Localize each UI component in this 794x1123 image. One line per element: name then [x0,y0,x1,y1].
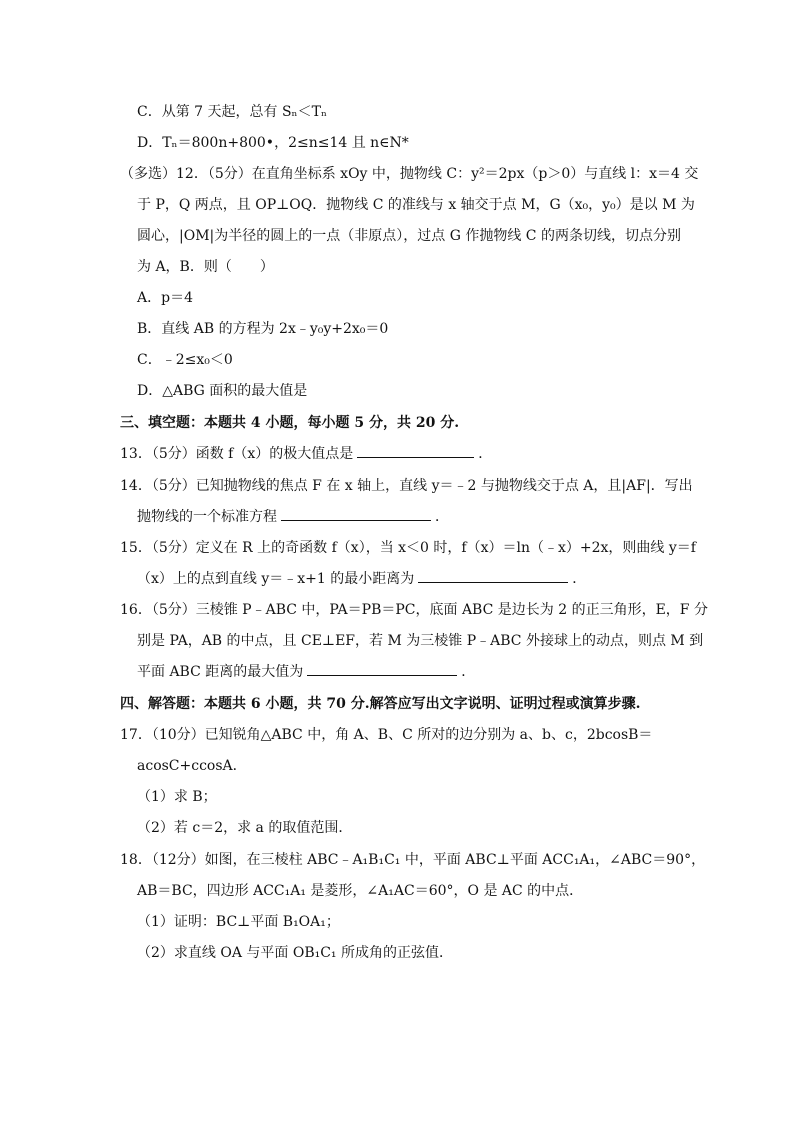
option-b-q12: B．直线 AB 的方程为 2x﹣y₀y+2x₀＝0 [137,321,389,337]
option-d-q12: D．△ABG 面积的最大值是 [137,383,308,399]
question-15-line-2 [137,568,586,590]
section-heading-solutions: 四、解答题：本题共 6 小题，共 70 分.解答应写出文字说明、证明过程或演算步骤. [120,696,641,712]
question-17-part-2: （2）若 c＝2，求 a 的取值范围． [137,820,353,836]
question-16-text: 平面 ABC 距离的最大值为 [137,664,304,680]
option-c-q12: C．﹣2≤x₀＜0 [137,352,233,368]
question-15-period: ． [572,571,587,587]
answer-blank [357,443,474,458]
question-12-line-1: （多选）12．（5分）在直角坐标系 xOy 中，抛物线 C：y²＝2px（p＞0）与直线 l：x＝4 交 [120,166,699,182]
question-18-line-1: 18．（12分）如图，在三棱柱 ABC﹣A₁B₁C₁ 中，平面 ABC⊥平面 ACC₁A₁，∠ABC＝90°， [120,852,706,868]
question-17-line-2: acosC+ccosA． [137,758,247,774]
option-d-q11: D．Tₙ＝800n+800•，2≤n≤14 且 n∈N* [137,135,409,151]
answer-blank [281,506,431,521]
question-12-line-2: 于 P，Q 两点，且 OP⊥OQ．抛物线 C 的准线与 x 轴交于点 M，G（x₀，y₀）是以 M 为 [137,197,695,213]
answer-blank [307,661,457,676]
question-13 [120,443,492,465]
question-14-period: ． [435,509,449,525]
answer-blank [418,568,568,583]
question-18-part-1: （1）证明：BC⊥平面 B₁OA₁； [137,914,340,930]
question-16-period: ． [461,664,476,680]
question-15-text: （x）上的点到直线 y＝﹣x+1 的最小距离为 [137,571,415,587]
question-17-part-1: （1）求 B； [137,789,217,805]
option-a-q12: A．p＝4 [137,290,193,306]
question-14-line-2 [137,506,449,528]
question-14-text: 抛物线的一个标准方程 [137,509,277,525]
question-16-line-1: 16．（5分）三棱锥 P﹣ABC 中，PA＝PB＝PC，底面 ABC 是边长为 2 的正三角形，E，F 分 [120,602,708,618]
question-16-line-2: 别是 PA，AB 的中点，且 CE⊥EF，若 M 为三棱锥 P﹣ABC 外接球上的动点，则点 M 到 [137,633,704,649]
question-12-line-4: 为 A，B．则（ ） [137,259,274,275]
question-15-line-1: 15．（5分）定义在 R 上的奇函数 f（x），当 x＜0 时，f（x）＝ln（﹣x）+2x，则曲线 y＝f [120,540,696,556]
question-12-line-3: 圆心，|OM|为半径的圆上的一点（非原点），过点 G 作抛物线 C 的两条切线，切点分别 [137,228,681,244]
section-heading-fill-in: 三、填空题：本题共 4 小题，每小题 5 分，共 20 分. [120,415,460,431]
question-13-text: 13．（5分）函数 f（x）的极大值点是 [120,446,354,462]
question-18-part-2: （2）求直线 OA 与平面 OB₁C₁ 所成角的正弦值． [137,945,453,961]
question-14-line-1: 14．（5分）已知抛物线的焦点 F 在 x 轴上，直线 y＝﹣2 与抛物线交于点 A，且|AF|．写出 [120,478,693,494]
option-c-q11: C．从第 7 天起，总有 Sₙ＜Tₙ [137,104,328,120]
question-17-line-1: 17．（10分）已知锐角△ABC 中，角 A、B、C 所对的边分别为 a、b、c，2bcosB＝ [120,727,653,743]
question-16-line-3 [137,661,475,683]
question-18-line-2: AB＝BC，四边形 ACC₁A₁ 是菱形，∠A₁AC＝60°，O 是 AC 的中点． [137,883,584,899]
question-13-period: ． [478,446,493,462]
